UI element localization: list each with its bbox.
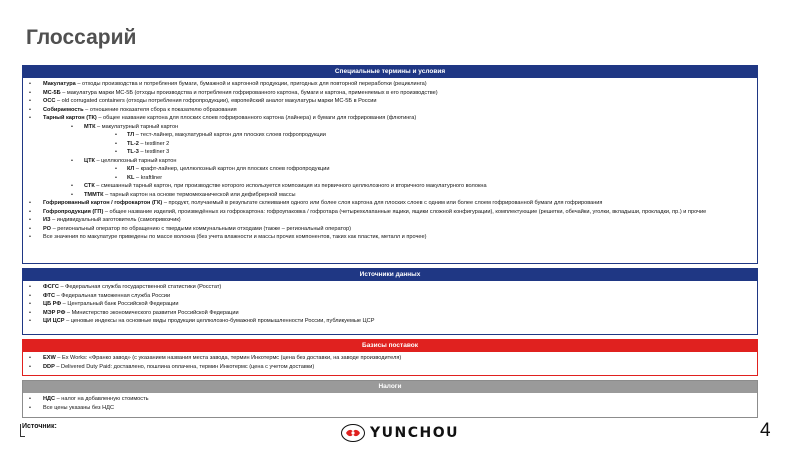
list-item: • ТЛ – тест-лайнер, макулатурный картон для плоских слоев гофропродукции xyxy=(23,131,757,140)
list-item: • Собираемость – отношение показателя сбора к показателю образования xyxy=(23,106,757,115)
list-item: • OCC – old corrugated containers (отходы потребления гофропродукции), европейский аналог макулатуры марки МС-5Б в России xyxy=(23,97,757,106)
list-item: • ИЗ – индивидуальный заготовитель (самопривозчик) xyxy=(23,216,757,225)
list-item: • TL-3 – testliner 3 xyxy=(23,148,757,157)
list-item: • Макулатура – отходы производства и потребления бумаги, бумажной и картонной продукции, пригодных для повторной переработки (рециклинга) xyxy=(23,80,757,89)
list-item: • ЦИ ЦСР – ценовые индексы на основные виды продукции целлюлозно-бумажной промышленности России, публикуемые ЦСР xyxy=(23,317,757,326)
page-number: 4 xyxy=(760,420,771,441)
list-item: • EXW – Ex Works: «Франко завод» (с указанием названия места завода, термин Инкотермс (цена без доставки, на заводе производителя) xyxy=(23,354,757,363)
company-logo xyxy=(341,424,459,442)
list-item: • ФСГС – Федеральная служба государственной статистики (Росстат) xyxy=(23,283,757,292)
section-header-basis: Базисы поставок xyxy=(23,340,757,352)
list-item: • ТММТК – тарный картон на основе термомеханической или дефибрерной массы xyxy=(23,191,757,200)
list-item: • СТК – смешанный тарный картон, при производстве которого используется композиция из первичного целлюлозного и вторичного макулатурного волокна xyxy=(23,182,757,191)
section-delivery-basis xyxy=(22,339,758,376)
section-data-sources xyxy=(22,268,758,335)
page-title: Глоссарий xyxy=(26,26,137,49)
list-item: • Все цены указаны без НДС xyxy=(23,404,757,413)
section-taxes xyxy=(22,380,758,418)
terms-subsublist-mtk xyxy=(23,131,757,157)
sources-list xyxy=(23,283,757,326)
list-item: • РО – региональный оператор по обращению с твердыми коммунальными отходами (также – региональный оператор) xyxy=(23,225,757,234)
source-label: Источник: xyxy=(22,423,57,430)
list-item: • Все значения по макулатуре приведены по массе волокна (без учета влажности и массы прочих компонентов, таких как пластик, металл и прочее) xyxy=(23,233,757,242)
list-item: • Гофрированный картон / гофрокартон (ГК) – продукт, получаемый в результате склеивания одного или более слоя картона для плоских слоев с одним или более слоем гофрированной бумаги для гофрирования xyxy=(23,199,757,208)
terms-sublist-mtk xyxy=(23,123,757,132)
tax-list xyxy=(23,395,757,412)
list-item: • МТК – макулатурный тарный картон xyxy=(23,123,757,132)
terms-subsublist-ctk xyxy=(23,165,757,182)
section-special-terms xyxy=(22,65,758,264)
list-item: • МС-5Б – макулатура марки МС-5Б (отходы производства и потребления гофрированного картона, бумаги и картона, применяемых в его производстве) xyxy=(23,89,757,98)
terms-list-2 xyxy=(23,199,757,242)
list-item: • KL – kraftliner xyxy=(23,174,757,183)
list-item: • TL-2 – testliner 2 xyxy=(23,140,757,149)
list-item: • Тарный картон (ТК) – общее название картона для плоских слоев гофрированного картона (лайнера) и бумаги для гофрирования (флютинга) xyxy=(23,114,757,123)
list-item: • ЦБ РФ – Центральный банк Российской Федерации xyxy=(23,300,757,309)
list-item: • DDP – Delivered Duty Paid: доставлено, пошлина оплачена, термин Инкотермс (цена с учетом доставки) xyxy=(23,363,757,372)
section-header-tax: Налоги xyxy=(23,381,757,393)
terms-sublist-other xyxy=(23,182,757,199)
list-item: • КЛ – крафт-лайнер, целлюлозный картон для плоских слоев гофропродукции xyxy=(23,165,757,174)
terms-sublist-ctk xyxy=(23,157,757,166)
logo-mark-icon xyxy=(341,424,365,442)
logo-text: YUNCHOU xyxy=(370,425,459,441)
list-item: • НДС – налог на добавленную стоимость xyxy=(23,395,757,404)
section-header-terms: Специальные термины и условия xyxy=(23,66,757,78)
list-item: • ФТС – Федеральная таможенная служба России xyxy=(23,292,757,301)
list-item: • Гофропродукция (ГП) – общее название изделий, произведённых из гофрокартона: гофроупаковка / гофротара (четырехклапанные ящики, ящики сложной конфигурации), комплектующие (решетки, обечайки, уголки, вкладыши, прокладки, пр.) и прочие xyxy=(23,208,757,217)
terms-list xyxy=(23,80,757,123)
list-item: • МЭР РФ – Министерство экономического развития Российской Федерации xyxy=(23,309,757,318)
section-header-sources: Источники данных xyxy=(23,269,757,281)
list-item: • ЦТК – целлюлозный тарный картон xyxy=(23,157,757,166)
basis-list xyxy=(23,354,757,371)
